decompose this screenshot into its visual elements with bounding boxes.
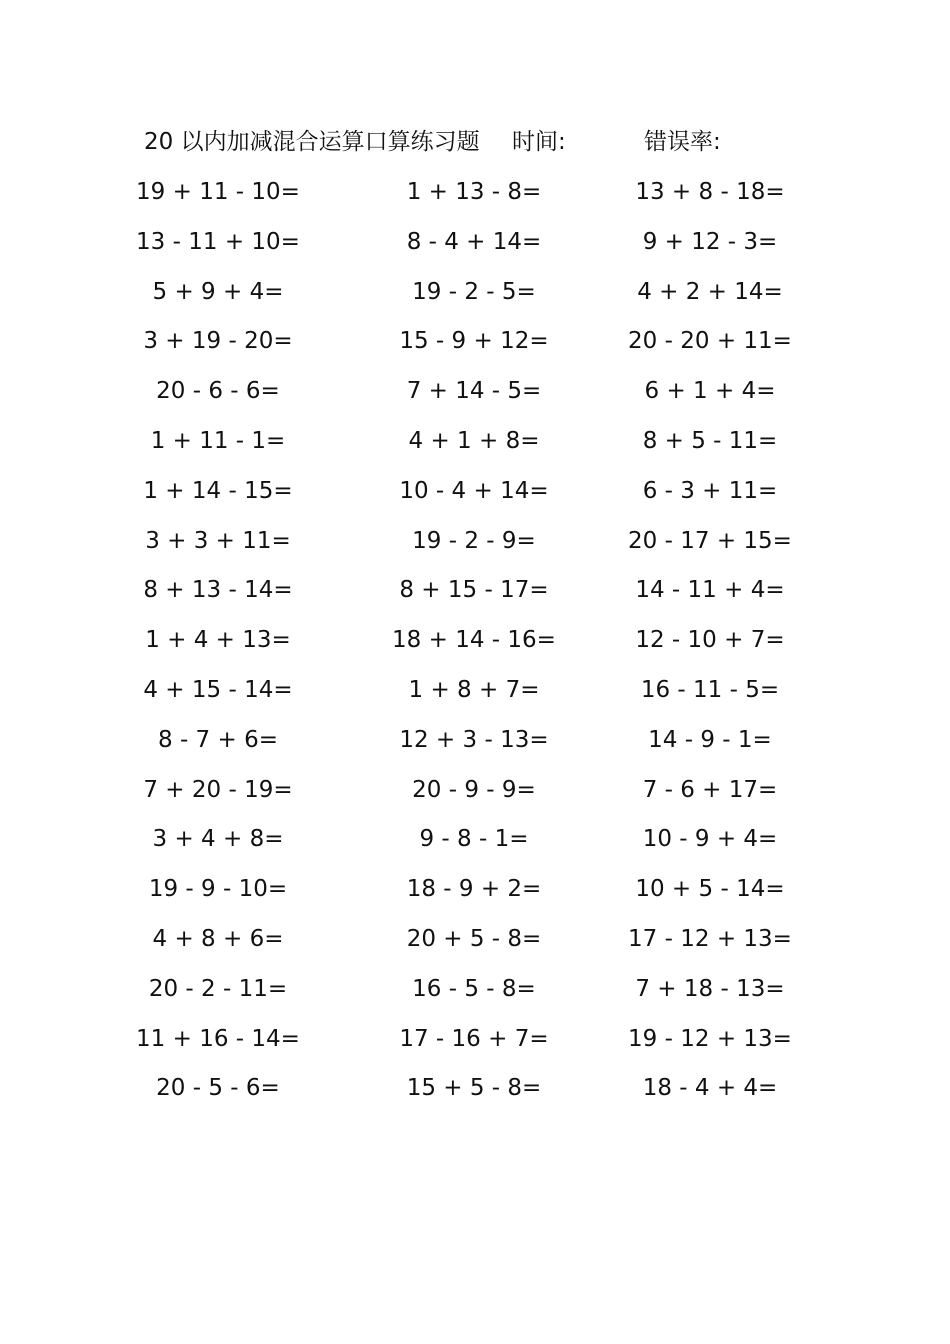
error-rate-label: 错误率: (644, 129, 721, 155)
problem-item: 13 - 11 + 10= (136, 228, 300, 255)
problem-item: 12 + 3 - 13= (399, 726, 549, 753)
problem-item: 10 + 5 - 14= (635, 876, 785, 903)
problem-item: 7 + 20 - 19= (143, 776, 293, 803)
problem-row (0, 819, 950, 869)
problem-item: 3 + 4 + 8= (152, 826, 284, 853)
problem-item: 5 + 9 + 4= (152, 278, 284, 305)
problem-item: 20 - 5 - 6= (156, 1075, 280, 1102)
problem-item: 9 - 8 - 1= (419, 826, 529, 853)
problem-row (0, 770, 950, 820)
problem-item: 8 + 5 - 11= (642, 427, 778, 454)
problem-item: 14 - 9 - 1= (648, 726, 772, 753)
problem-item: 20 - 2 - 11= (148, 975, 288, 1002)
problem-item: 19 - 2 - 9= (412, 527, 536, 554)
problem-item: 10 - 9 + 4= (642, 826, 778, 853)
problem-item: 1 + 8 + 7= (408, 676, 540, 703)
problem-item: 15 + 5 - 8= (406, 1075, 542, 1102)
problem-row (0, 521, 950, 571)
problem-item: 14 - 11 + 4= (635, 577, 785, 604)
problem-item: 8 - 7 + 6= (158, 726, 278, 753)
problem-item: 8 - 4 + 14= (406, 228, 542, 255)
problem-item: 20 - 20 + 11= (628, 328, 792, 355)
worksheet-title: 20 以内加减混合运算口算练习题 (144, 129, 480, 155)
problem-item: 3 + 19 - 20= (143, 328, 293, 355)
problem-row (0, 222, 950, 272)
problem-item: 1 + 14 - 15= (143, 477, 293, 504)
problem-item: 17 - 12 + 13= (628, 925, 792, 952)
problem-item: 3 + 3 + 11= (145, 527, 291, 554)
problem-item: 8 + 13 - 14= (143, 577, 293, 604)
problem-item: 20 - 17 + 15= (628, 527, 792, 554)
problem-item: 17 - 16 + 7= (399, 1025, 549, 1052)
problem-item: 9 + 12 - 3= (642, 228, 778, 255)
problem-row (0, 919, 950, 969)
problem-row (0, 471, 950, 521)
problem-item: 8 + 15 - 17= (399, 577, 549, 604)
problem-row (0, 272, 950, 322)
problem-item: 7 + 18 - 13= (635, 975, 785, 1002)
problem-item: 7 - 6 + 17= (642, 776, 778, 803)
problem-item: 19 - 9 - 10= (148, 876, 288, 903)
problem-item: 4 + 15 - 14= (143, 676, 293, 703)
problem-item: 7 + 14 - 5= (406, 378, 542, 405)
problem-row (0, 969, 950, 1019)
time-label: 时间: (512, 129, 566, 155)
problem-row (0, 720, 950, 770)
problem-item: 1 + 11 - 1= (150, 427, 286, 454)
problem-grid (0, 172, 950, 1118)
problem-row (0, 371, 950, 421)
problem-item: 6 - 3 + 11= (642, 477, 778, 504)
problem-row (0, 321, 950, 371)
problem-row (0, 1068, 950, 1118)
problem-item: 20 - 9 - 9= (412, 776, 536, 803)
problem-item: 4 + 1 + 8= (408, 427, 540, 454)
problem-item: 18 - 9 + 2= (406, 876, 542, 903)
problem-row (0, 172, 950, 222)
problem-item: 1 + 4 + 13= (145, 627, 291, 654)
problem-row (0, 421, 950, 471)
problem-item: 15 - 9 + 12= (399, 328, 549, 355)
problem-item: 12 - 10 + 7= (635, 627, 785, 654)
problem-item: 10 - 4 + 14= (399, 477, 549, 504)
problem-item: 1 + 13 - 8= (406, 179, 542, 205)
problem-row (0, 620, 950, 670)
problem-item: 18 - 4 + 4= (642, 1075, 778, 1102)
problem-item: 19 + 11 - 10= (136, 179, 300, 205)
problem-item: 19 - 12 + 13= (628, 1025, 792, 1052)
worksheet-header (144, 124, 824, 160)
problem-item: 20 - 6 - 6= (156, 378, 280, 405)
problem-item: 16 - 11 - 5= (640, 676, 780, 703)
problem-item: 6 + 1 + 4= (644, 378, 776, 405)
problem-item: 20 + 5 - 8= (406, 925, 542, 952)
problem-item: 19 - 2 - 5= (412, 278, 536, 305)
problem-item: 16 - 5 - 8= (412, 975, 536, 1002)
problem-row (0, 670, 950, 720)
problem-item: 11 + 16 - 14= (136, 1025, 300, 1052)
problem-row (0, 570, 950, 620)
problem-row (0, 1019, 950, 1069)
problem-item: 13 + 8 - 18= (635, 179, 785, 205)
problem-item: 4 + 2 + 14= (637, 278, 783, 305)
problem-item: 18 + 14 - 16= (392, 627, 556, 654)
problem-item: 4 + 8 + 6= (152, 925, 284, 952)
problem-row (0, 869, 950, 919)
